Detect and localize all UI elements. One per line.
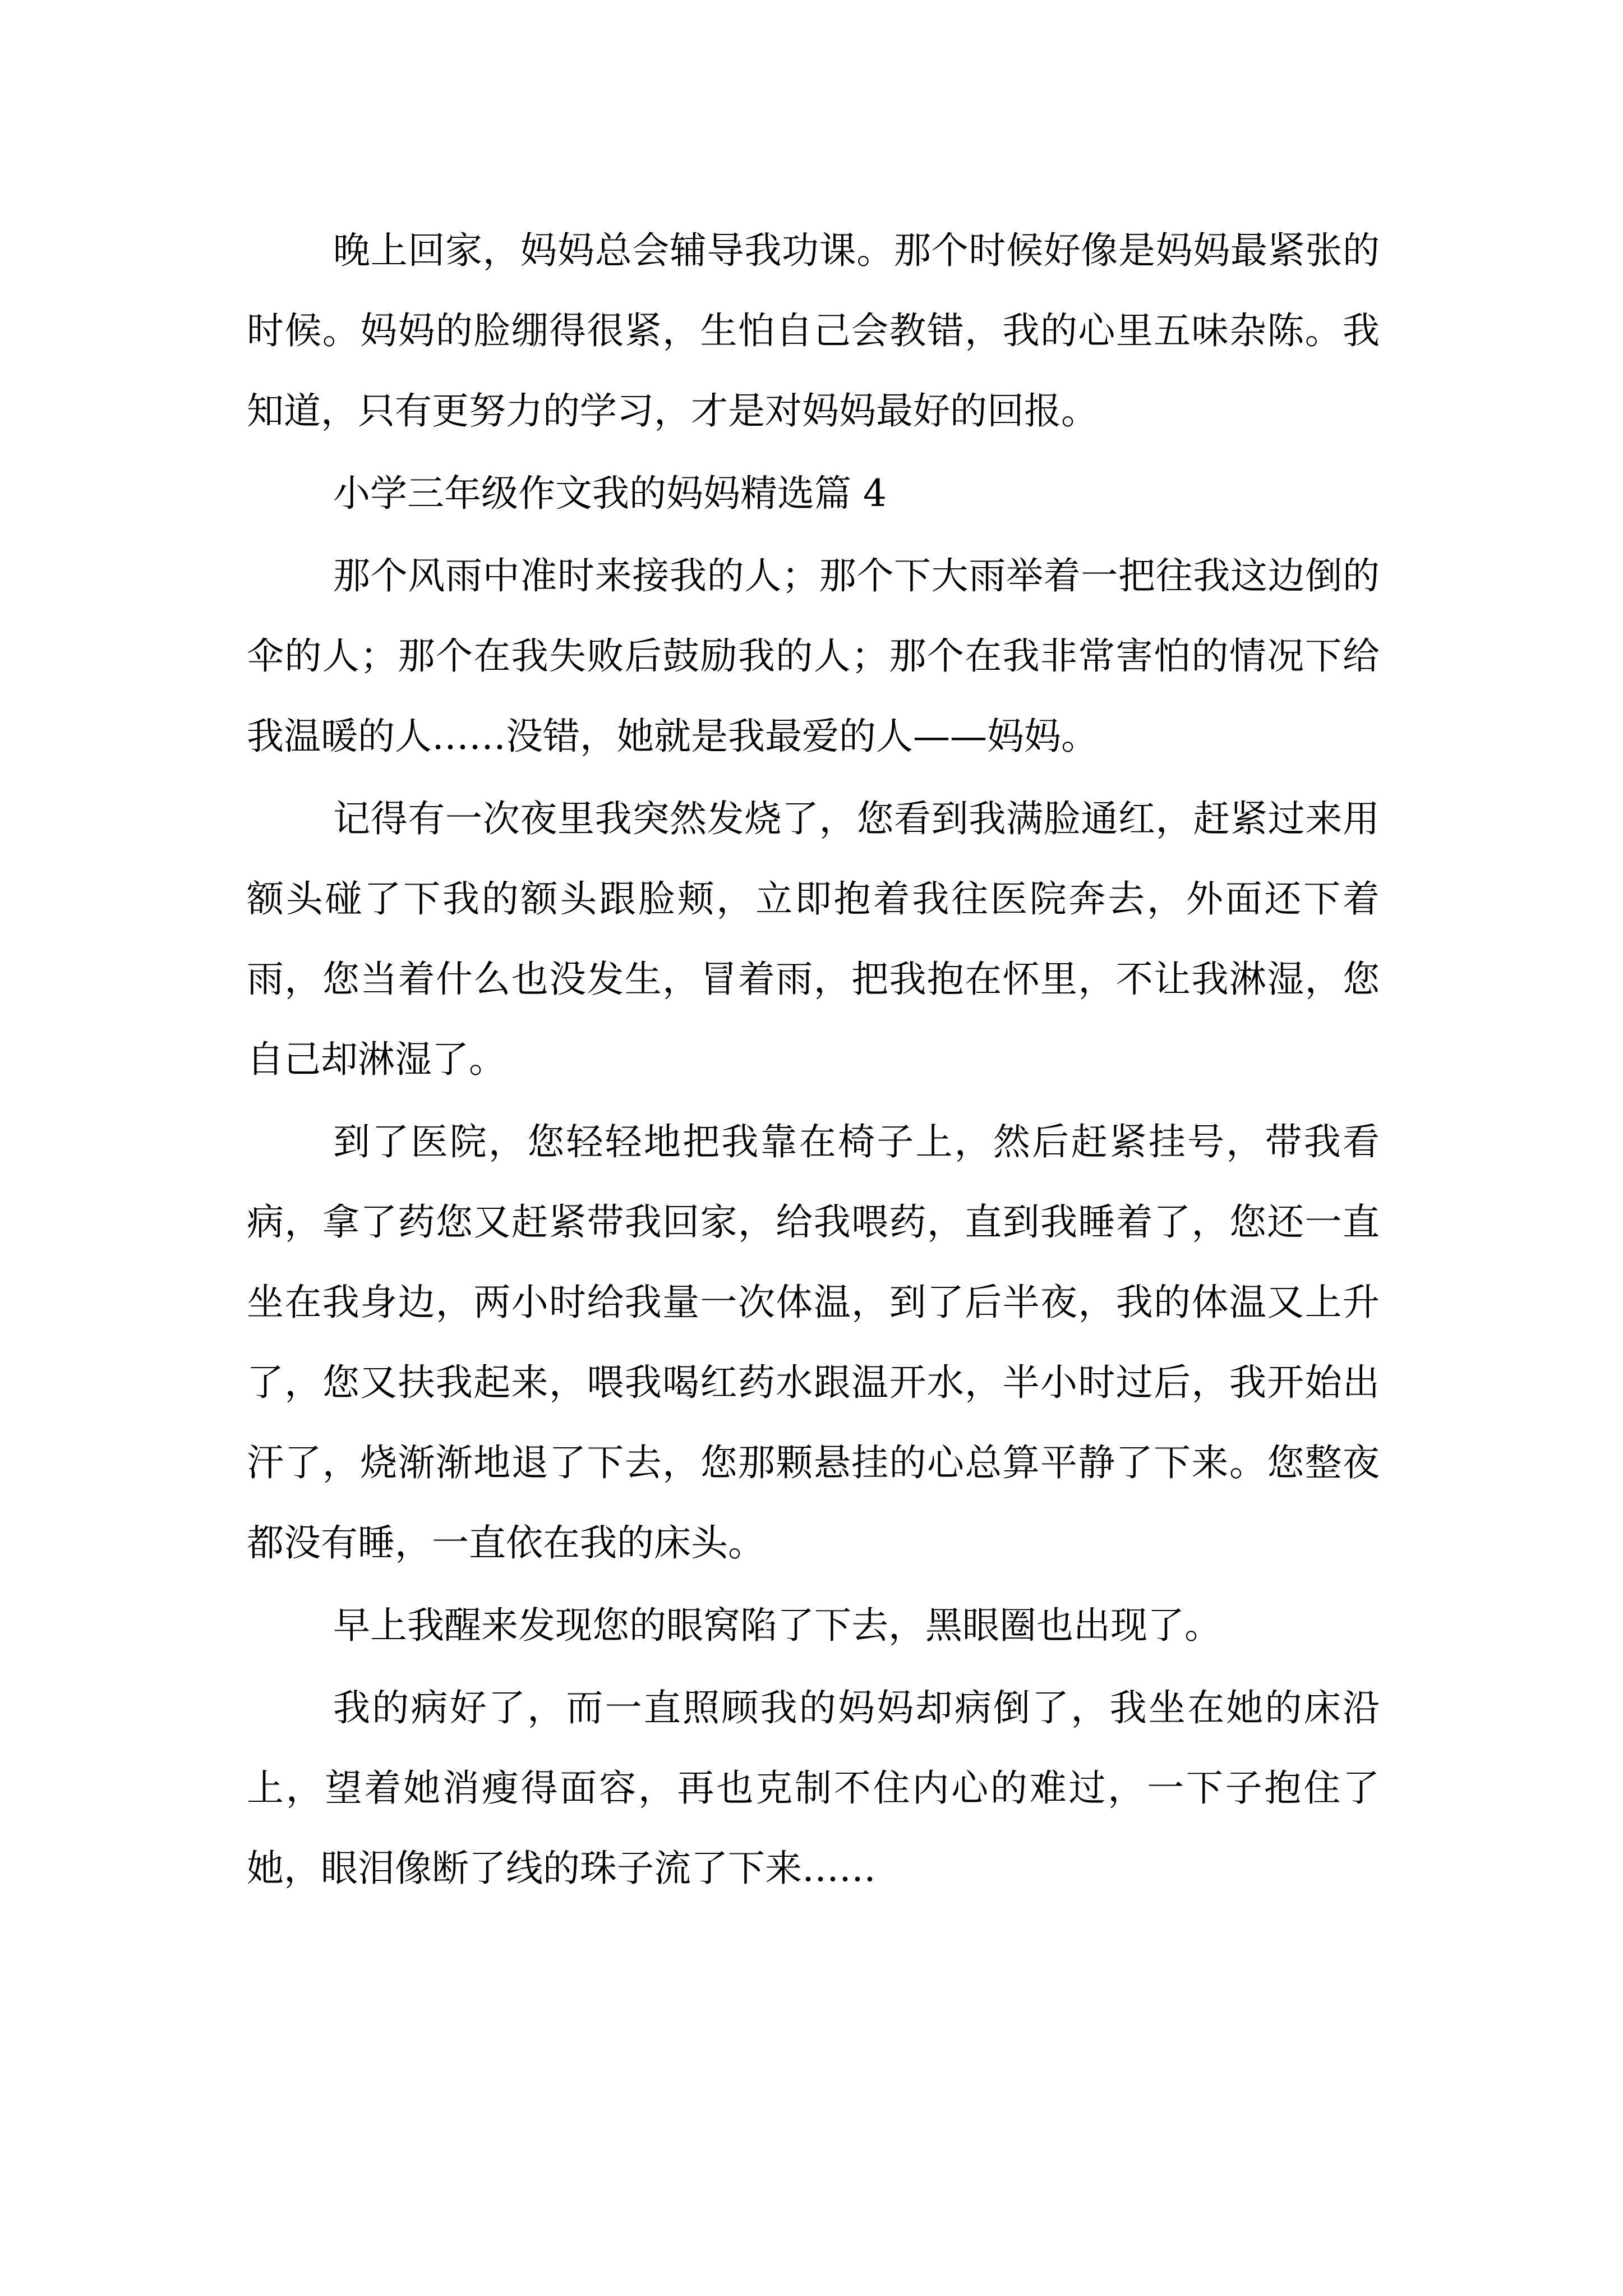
paragraph-fever: 记得有一次夜里我突然发烧了，您看到我满脸通红，赶紧过来用额头碰了下我的额头跟脸颊，立即抱着我往医院奔去，外面还下着雨，您当着什么也没发生，冒着雨，把我抱在怀里，不让我淋湿，您自己却淋湿了。 [247, 797, 1380, 1081]
paragraph-ending: 我的病好了，而一直照顾我的妈妈却病倒了，我坐在她的床沿上，望着她消瘦得面容，再也克制不住内心的难过，一下子抱住了她，眼泪像断了线的珠子流了下来…… [247, 1686, 1380, 1890]
section-heading: 小学三年级作文我的妈妈精选篇 4 [333, 472, 887, 515]
paragraph-morning: 早上我醒来发现您的眼窝陷了下去，黑眼圈也出现了。 [333, 1604, 1221, 1647]
paragraph-hospital: 到了医院，您轻轻地把我靠在椅子上，然后赶紧挂号，带我看病，拿了药您又赶紧带我回家，给我喂药，直到我睡着了，您还一直坐在我身边，两小时给我量一次体温，到了后半夜，我的体温又上升了，您又扶我起来，喂我喝红药水跟温开水，半小时过后，我开始出汗了，烧渐渐地退了下去，您那颗悬挂的心总算平静了下来。您整夜都没有睡，一直依在我的床头。 [247, 1120, 1380, 1565]
paragraph-intro: 那个风雨中准时来接我的人；那个下大雨举着一把往我这边倒的伞的人；那个在我失败后鼓励我的人；那个在我非常害怕的情况下给我温暖的人……没错，她就是我最爱的人——妈妈。 [247, 554, 1380, 758]
paragraph-homework: 晚上回家，妈妈总会辅导我功课。那个时候好像是妈妈最紧张的时候。妈妈的脸绷得很紧，生怕自己会教错，我的心里五味杂陈。我知道，只有更努力的学习，才是对妈妈最好的回报。 [247, 229, 1380, 432]
document-body [247, 210, 1380, 1911]
